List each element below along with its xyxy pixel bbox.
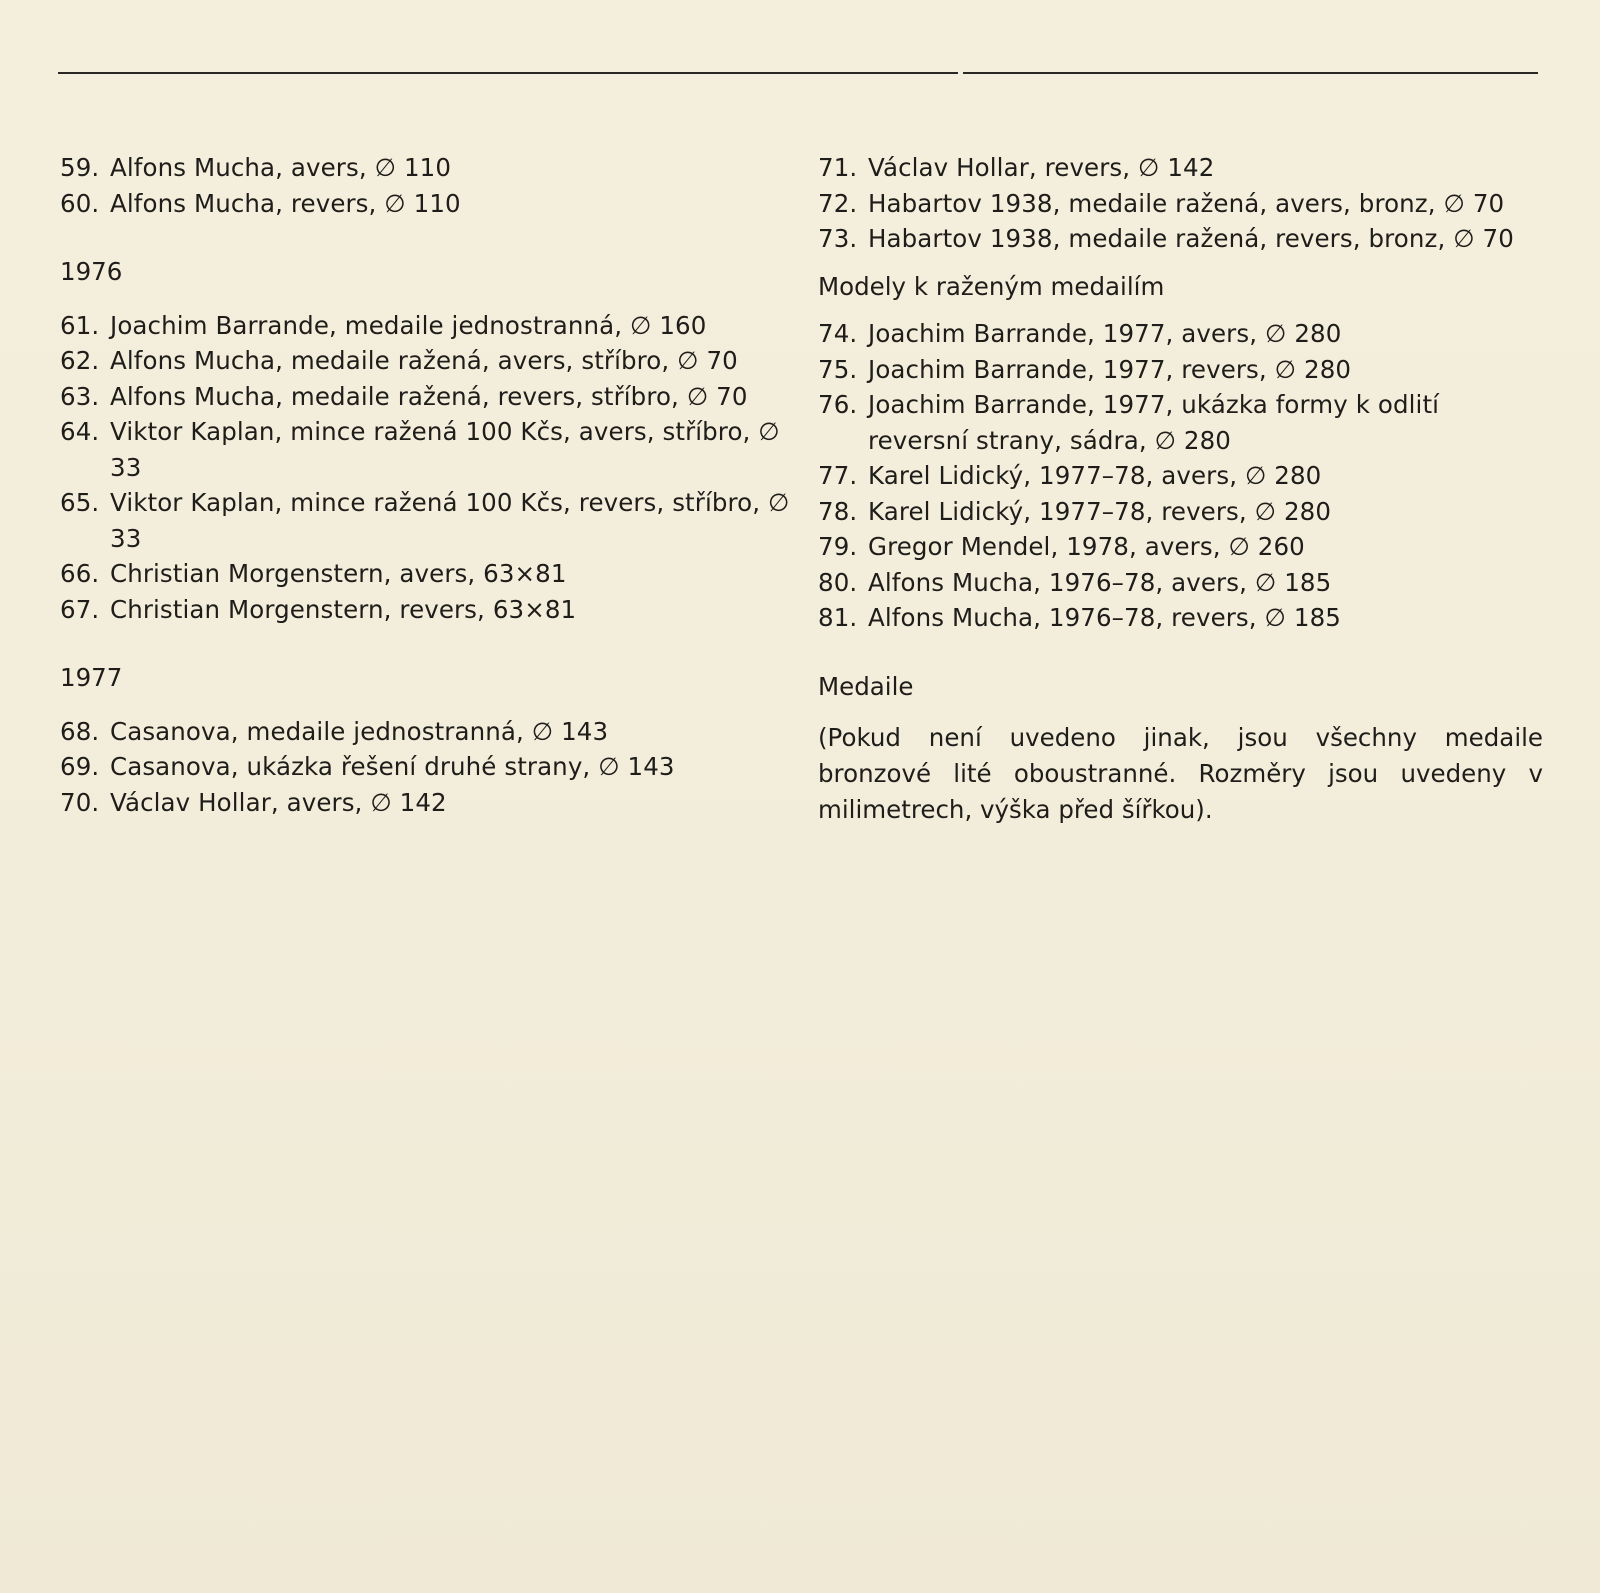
item-number: 59. — [60, 153, 100, 182]
item-number: 70. — [60, 787, 100, 817]
item-text: Gregor Mendel, 1978, avers, ∅ 260 — [868, 532, 1305, 561]
medals-note: (Pokud není uvedeno jinak, jsou všechny medaile bronzové lité oboustranné. Rozměry jsou uvedeny v milimetrech, výška před šířkou). — [818, 723, 1543, 824]
list-item — [818, 221, 1543, 257]
list-item — [60, 592, 790, 628]
item-text: Alfons Mucha, avers, ∅ 110 — [110, 153, 452, 182]
top-rule-left — [58, 72, 958, 74]
list-item — [60, 150, 790, 186]
item-number: 78. — [818, 496, 858, 526]
item-number: 60. — [60, 188, 100, 218]
list-item — [818, 494, 1543, 530]
list-item — [60, 308, 790, 344]
list-item — [60, 343, 790, 379]
list-item — [818, 458, 1543, 494]
entry-list-1977 — [60, 714, 790, 821]
item-text: Václav Hollar, avers, ∅ 142 — [110, 787, 447, 817]
list-item — [60, 379, 790, 415]
list-item — [60, 414, 790, 485]
year-heading-1977: 1977 — [60, 663, 123, 692]
entry-list-1975 — [60, 150, 790, 221]
item-text: Joachim Barrande, 1977, ukázka formy k odlití reversní strany, sádra, ∅ 280 — [868, 390, 1440, 455]
item-number: 64. — [60, 417, 100, 446]
item-text: Joachim Barrande, medaile jednostranná, ∅ 160 — [110, 310, 707, 340]
item-number: 65. — [60, 488, 100, 517]
item-number: 81. — [818, 603, 858, 632]
item-number: 62. — [60, 346, 100, 375]
item-number: 66. — [60, 559, 100, 588]
item-text: Alfons Mucha, medaile ražená, avers, stříbro, ∅ 70 — [110, 346, 738, 375]
item-number: 63. — [60, 381, 100, 411]
entry-list-1977-continued — [818, 150, 1543, 257]
list-item — [818, 529, 1543, 565]
item-text: Joachim Barrande, 1977, avers, ∅ 280 — [868, 319, 1342, 348]
year-heading-1976: 1976 — [60, 257, 123, 286]
item-number: 71. — [818, 153, 858, 182]
list-item — [60, 785, 790, 821]
entry-list-1976 — [60, 308, 790, 628]
item-text: Habartov 1938, medaile ražená, revers, bronz, ∅ 70 — [868, 224, 1514, 253]
item-text: Karel Lidický, 1977–78, avers, ∅ 280 — [868, 461, 1322, 490]
item-text: Christian Morgenstern, avers, 63×81 — [110, 559, 567, 588]
item-number: 77. — [818, 461, 858, 490]
list-item — [818, 352, 1543, 388]
list-item — [60, 749, 790, 785]
item-number: 61. — [60, 310, 100, 340]
item-text: Habartov 1938, medaile ražená, avers, bronz, ∅ 70 — [868, 188, 1505, 218]
item-number: 68. — [60, 716, 100, 746]
item-number: 74. — [818, 319, 858, 348]
item-number: 75. — [818, 354, 858, 384]
list-item — [60, 714, 790, 750]
item-number: 69. — [60, 752, 100, 781]
item-text: Alfons Mucha, medaile ražená, revers, stříbro, ∅ 70 — [110, 381, 748, 411]
item-number: 72. — [818, 188, 858, 218]
list-item — [818, 600, 1543, 636]
item-text: Viktor Kaplan, mince ražená 100 Kčs, revers, stříbro, ∅ 33 — [110, 488, 790, 553]
item-number: 73. — [818, 224, 858, 253]
item-text: Alfons Mucha, 1976–78, avers, ∅ 185 — [868, 567, 1332, 597]
section-heading-models: Modely k raženým medailím — [818, 271, 1165, 301]
list-item — [818, 316, 1543, 352]
item-number: 79. — [818, 532, 858, 561]
left-column — [60, 150, 790, 820]
list-item — [60, 485, 790, 556]
item-text: Christian Morgenstern, revers, 63×81 — [110, 594, 577, 624]
list-item — [60, 186, 790, 222]
item-number: 80. — [818, 567, 858, 597]
list-item — [818, 387, 1543, 458]
item-text: Alfons Mucha, revers, ∅ 110 — [110, 188, 461, 218]
entry-list-models — [818, 316, 1543, 636]
item-text: Viktor Kaplan, mince ražená 100 Kčs, avers, stříbro, ∅ 33 — [110, 417, 780, 482]
list-item — [818, 150, 1543, 186]
item-text: Casanova, ukázka řešení druhé strany, ∅ 143 — [110, 752, 675, 781]
list-item — [818, 186, 1543, 222]
item-text: Václav Hollar, revers, ∅ 142 — [868, 153, 1215, 182]
item-text: Casanova, medaile jednostranná, ∅ 143 — [110, 716, 609, 746]
item-number: 76. — [818, 390, 858, 419]
right-column — [818, 150, 1543, 828]
item-number: 67. — [60, 594, 100, 624]
top-rule-right — [963, 72, 1538, 74]
section-heading-medals: Medaile — [818, 671, 914, 701]
list-item — [818, 565, 1543, 601]
list-item — [60, 556, 790, 592]
item-text: Joachim Barrande, 1977, revers, ∅ 280 — [868, 354, 1352, 384]
item-text: Alfons Mucha, 1976–78, revers, ∅ 185 — [868, 603, 1341, 632]
item-text: Karel Lidický, 1977–78, revers, ∅ 280 — [868, 496, 1332, 526]
